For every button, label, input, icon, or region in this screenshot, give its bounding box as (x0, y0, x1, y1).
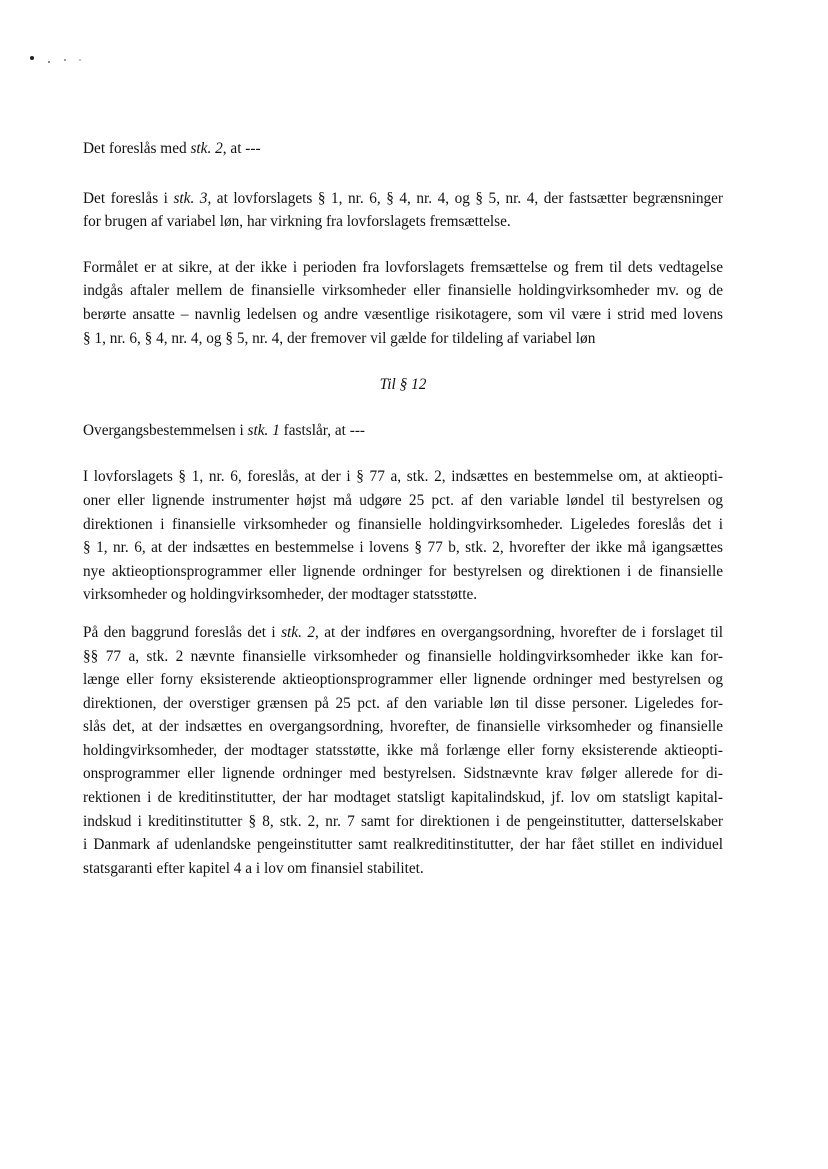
paragraph-transitional-stk1: Overgangsbestemmelsen i stk. 1 fastslår, at --- (83, 421, 366, 439)
paragraph-transitional-arrangement: På den baggrund foreslås det i stk. 2, at der indføres en overgangsordning, hvorefter de i forslaget til §§ 77 a, stk. 2 nævnte finansielle virksomheder og finansielle holdingvirksomheder ikke kan for- længe eller forny eksisterende aktieoptionsprogrammer eller lignende ordninger med bestyrelsen og direktionen, der overstiger grænsen på 25 pct. af den variable løn til disse personer. Ligeledes for- slås det, at der indsættes en overgangsordning, hvorefter, de finansielle virksomheder og finansielle holdingvirksomheder, der modtager statsstøtte, ikke må forlænge eller forny eksisterende aktieopti- onsprogrammer eller lignende ordninger med bestyrelsen. Sidstnævnte krav følger allerede for di- rektionen i de kreditinstitutter, der har modtaget statsligt kapitalindskud, jf. lov om statsligt kapital- indskud i kreditinstitutter § 8, stk. 2, nr. 7 samt for direktionen i de pengeinstitutter, datterselskaber i Danmark af udenlandske pengeinstitutter samt realkreditinstitutter, der har fået stillet en individuel statsgaranti efter kapitel 4 a i lov om finansiel stabilitet. (83, 623, 723, 877)
paragraph-stock-options: I lovforslagets § 1, nr. 6, foreslås, at der i § 77 a, stk. 2, indsættes en bestemmelse om, at aktieopti- oner eller lignende instrumenter højst må udgøre 25 pct. af den variable løndel til bestyrelsen og direktionen i finansielle virksomheder og finansielle holdingvirksomheder. Ligeledes foreslås det i § 1, nr. 6, at der indsættes en bestemmelse i lovens § 77 b, stk. 2, hvorefter der ikke må igangsættes nye aktieoptionsprogrammer eller lignende ordninger for bestyrelsen og direktionen i de finansielle virksomheder og holdingvirksomheder, der modtager statsstøtte. (83, 468, 723, 604)
section-heading: Til § 12 (379, 376, 427, 394)
document-page (83, 137, 723, 880)
paragraph-stk2: Det foreslås med stk. 2, at --- (83, 140, 261, 157)
paragraph-purpose: Formålet er at sikre, at der ikke i perioden fra lovforslagets fremsættelse og frem til dets vedtagelse indgås aftaler mellem de finansielle virksomheder eller finansielle holdingvirksomheder mv. og de berørte ansatte – navnlig ledelsen og andre væsentlige risikotagere, som vil være i strid med lovens § 1, nr. 6, § 4, nr. 4, og § 5, nr. 4, der fremover vil gælde for tildeling af variabel løn (83, 258, 723, 347)
paragraph-stk3: Det foreslås i stk. 3, at lovforslagets § 1, nr. 6, § 4, nr. 4, og § 5, nr. 4, der fastsætter begrænsninger for brugen af variabel løn, har virkning fra lovforslagets fremsættelse. (83, 189, 723, 231)
scan-artifact-dots (30, 52, 90, 66)
